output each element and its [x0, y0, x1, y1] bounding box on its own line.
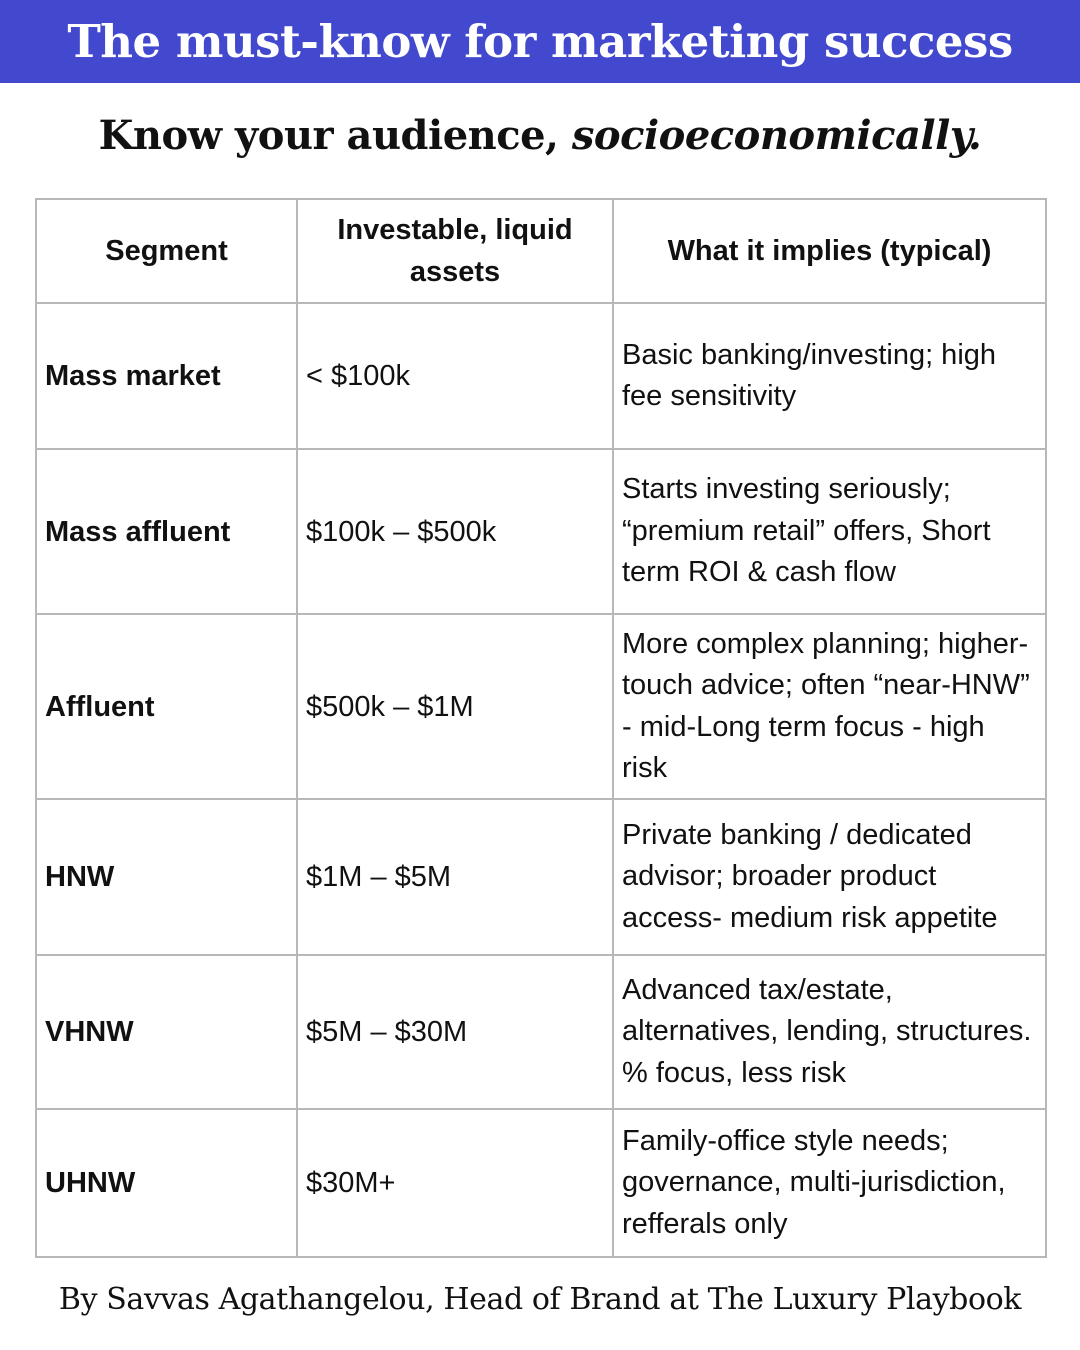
implies-cell: Advanced tax/estate, alternatives, lending, structures. % focus, less risk: [613, 955, 1046, 1109]
implies-cell: Private banking / dedicated advisor; broader product access- medium risk appetite: [613, 799, 1046, 955]
subtitle-emphasis: socioeconomically.: [571, 112, 982, 159]
segment-cell: HNW: [36, 799, 297, 955]
table-row: [36, 303, 1046, 449]
segment-table: [35, 198, 1047, 1258]
table-row: [36, 799, 1046, 955]
implies-cell: More complex planning; higher-touch advice; often “near-HNW” - mid-Long term focus - high risk: [613, 614, 1046, 799]
assets-cell: $30M+: [297, 1109, 613, 1257]
column-header-segment: Segment: [36, 199, 297, 303]
assets-cell: $1M – $5M: [297, 799, 613, 955]
assets-cell: $5M – $30M: [297, 955, 613, 1109]
table-header-row: [36, 199, 1046, 303]
table-row: [36, 1109, 1046, 1257]
column-header-assets: Investable, liquid assets: [297, 199, 613, 303]
segment-cell: Affluent: [36, 614, 297, 799]
subtitle: [0, 112, 1080, 159]
assets-cell: < $100k: [297, 303, 613, 449]
segment-cell: VHNW: [36, 955, 297, 1109]
table-row: [36, 449, 1046, 614]
column-header-implies: What it implies (typical): [613, 199, 1046, 303]
assets-cell: $500k – $1M: [297, 614, 613, 799]
segment-cell: Mass affluent: [36, 449, 297, 614]
table-row: [36, 614, 1046, 799]
byline: By Savvas Agathangelou, Head of Brand at The Luxury Playbook: [58, 1282, 1022, 1317]
subtitle-lead: Know your audience,: [98, 112, 572, 159]
page-title: The must-know for marketing success: [67, 15, 1013, 68]
table-row: [36, 955, 1046, 1109]
implies-cell: Basic banking/investing; high fee sensitivity: [613, 303, 1046, 449]
header-banner: [0, 0, 1080, 83]
implies-cell: Family-office style needs; governance, multi-jurisdiction, refferals only: [613, 1109, 1046, 1257]
segment-cell: Mass market: [36, 303, 297, 449]
implies-cell: Starts investing seriously; “premium retail” offers, Short term ROI & cash flow: [613, 449, 1046, 614]
segment-cell: UHNW: [36, 1109, 297, 1257]
assets-cell: $100k – $500k: [297, 449, 613, 614]
